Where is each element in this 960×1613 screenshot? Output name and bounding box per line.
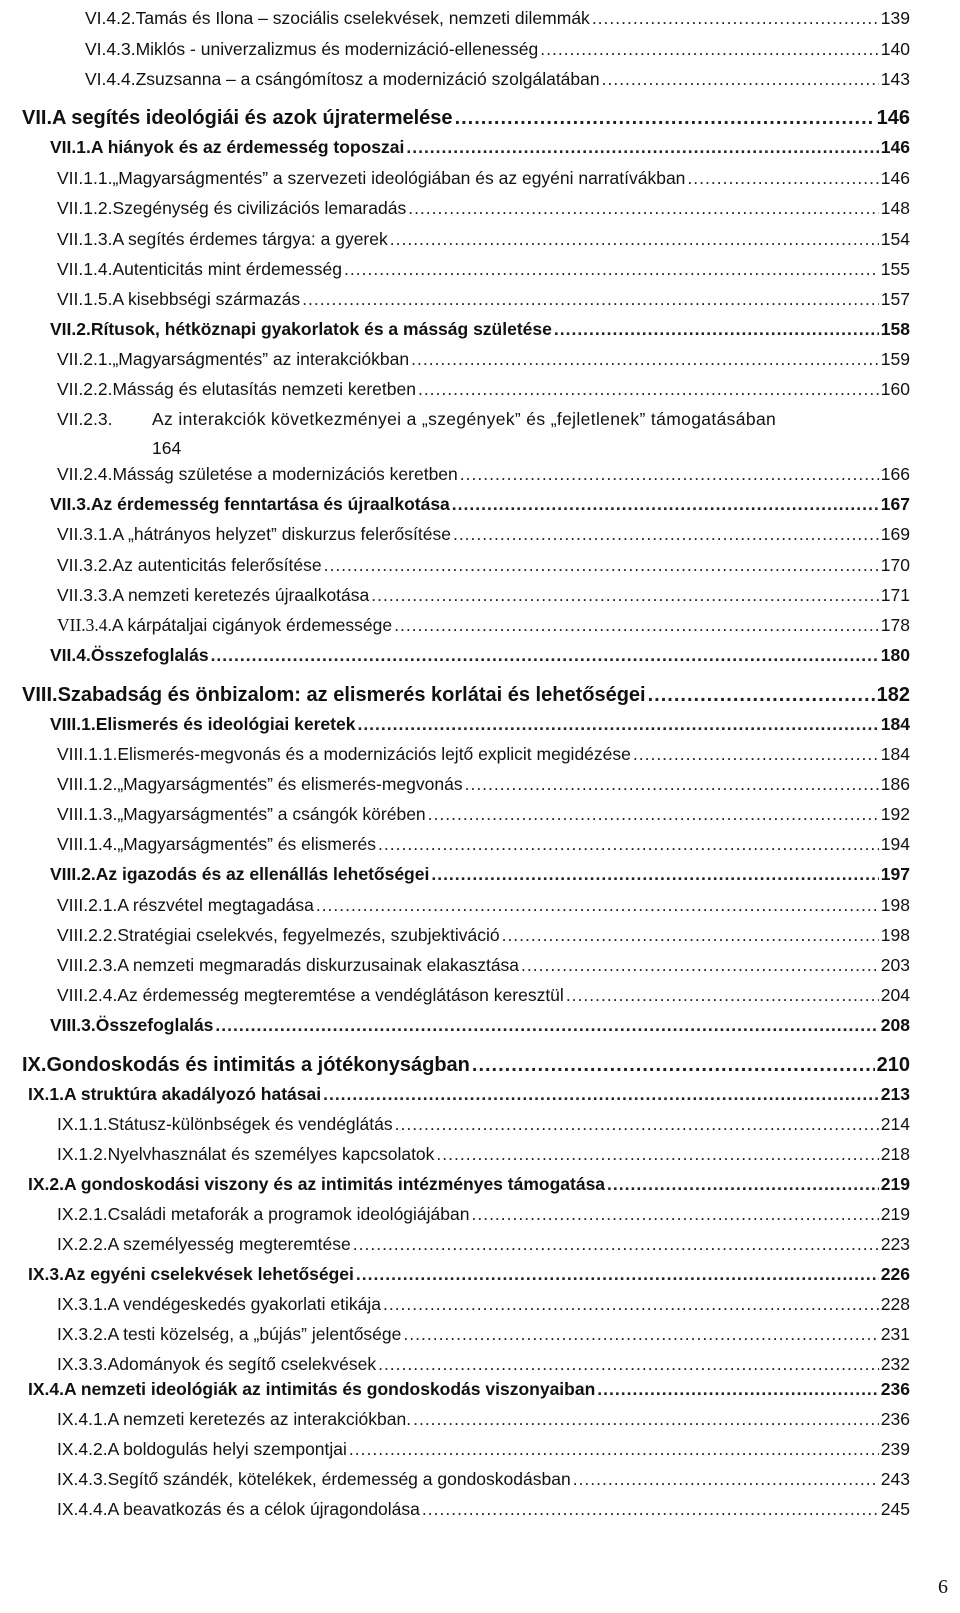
toc-entry[interactable] xyxy=(28,1379,910,1400)
toc-entry-number: VIII.1.4. xyxy=(57,834,118,854)
toc-entry-page: 194 xyxy=(880,834,910,854)
toc-entry[interactable] xyxy=(57,834,910,855)
toc-entry-number: VII.2. xyxy=(50,319,91,339)
toc-entry-page: 218 xyxy=(880,1144,910,1164)
toc-entry[interactable] xyxy=(22,107,910,130)
toc-entry[interactable] xyxy=(57,1144,910,1165)
toc-entry-title: A struktúra akadályozó hatásai xyxy=(64,1084,322,1104)
toc-entry-title: Szegénység és civilizációs lemaradás xyxy=(112,198,407,218)
toc-entry-title: A részvétel megtagadása xyxy=(117,895,314,915)
toc-entry[interactable] xyxy=(50,645,910,666)
toc-entry-title: Családi metaforák a programok ideológiájában xyxy=(107,1204,470,1224)
toc-entry-title: A gondoskodási viszony és az intimitás intézményes támogatása xyxy=(64,1174,606,1194)
toc-entry-page: 180 xyxy=(880,645,910,665)
dot-leader xyxy=(413,1409,879,1430)
toc-entry-page: 203 xyxy=(880,955,910,975)
toc-entry-title: „Magyarságmentés” a csángók körében xyxy=(117,804,426,824)
toc-entry-number: VII.3.4. xyxy=(57,615,112,635)
toc-entry-title: Összefoglalás xyxy=(90,645,209,665)
toc-entry-number: VIII. xyxy=(22,684,58,706)
toc-entry-number: VII.2.1. xyxy=(57,349,113,369)
toc-entry-number: IX.4. xyxy=(28,1379,64,1399)
toc-entry-title: „Magyarságmentés” az interakciókban xyxy=(112,349,410,369)
toc-entry-page: 204 xyxy=(880,985,910,1005)
toc-entry-page: 186 xyxy=(880,774,910,794)
toc-entry-number: VII.3.2. xyxy=(57,555,113,575)
toc-entry-number: VII.2.3. xyxy=(57,409,113,429)
toc-entry-page: 157 xyxy=(880,289,910,309)
toc-entry-page: 197 xyxy=(880,864,910,884)
dot-leader xyxy=(215,1015,878,1036)
toc-entry-number: IX.3.3. xyxy=(57,1354,108,1374)
dot-leader xyxy=(211,645,879,666)
toc-entry-number: VII. xyxy=(22,107,53,129)
toc-entry[interactable] xyxy=(85,69,910,90)
toc-entry[interactable] xyxy=(50,494,910,515)
toc-entry[interactable] xyxy=(57,1354,910,1375)
dot-leader xyxy=(371,585,879,606)
dot-leader xyxy=(436,1144,878,1165)
toc-entry[interactable] xyxy=(57,774,910,795)
toc-entry-number: VIII.2. xyxy=(50,864,96,884)
toc-entry-number: VII.4. xyxy=(50,645,91,665)
toc-entry-page: 169 xyxy=(880,524,910,544)
toc-entry-number: VI.4.2. xyxy=(85,8,136,28)
toc-entry[interactable] xyxy=(57,804,910,825)
toc-entry-page: 184 xyxy=(880,744,910,764)
dot-leader xyxy=(502,925,879,946)
dot-leader xyxy=(428,804,879,825)
dot-leader xyxy=(323,1084,879,1105)
toc-entry-page: 166 xyxy=(880,464,910,484)
toc-entry-number: IX.1.2. xyxy=(57,1144,108,1164)
toc-entry-title: A boldogulás helyi szempontjai xyxy=(107,1439,347,1459)
dot-leader xyxy=(316,895,879,916)
dot-leader xyxy=(573,1469,879,1490)
toc-entry[interactable] xyxy=(57,1409,910,1430)
toc-entry-page: 198 xyxy=(880,895,910,915)
toc-entry[interactable] xyxy=(57,1234,910,1255)
toc-entry-title: A nemzeti ideológiák az intimitás és gondoskodás viszonyaiban xyxy=(64,1379,596,1399)
toc-entry[interactable] xyxy=(50,714,910,735)
toc-entry[interactable] xyxy=(57,1204,910,1225)
toc-entry-title: A nemzeti megmaradás diskurzusainak elakasztása xyxy=(117,955,520,975)
toc-entry-page: 226 xyxy=(880,1264,910,1284)
toc-entry-title: A testi közelség, a „bújás” jelentősége xyxy=(107,1324,402,1344)
toc-entry-number: VII.2.2. xyxy=(57,379,113,399)
toc-entry-title: A kisebbségi származás xyxy=(112,289,301,309)
dot-leader xyxy=(349,1439,879,1460)
toc-entry-page: 210 xyxy=(876,1054,910,1076)
toc-entry[interactable] xyxy=(57,1439,910,1460)
toc-entry-number: VII.1.4. xyxy=(57,259,113,279)
dot-leader xyxy=(453,524,879,545)
dot-leader xyxy=(431,864,878,885)
toc-entry[interactable] xyxy=(57,349,910,370)
toc-entry-page: 232 xyxy=(880,1354,910,1374)
toc-entry-title: Az interakciók következményei a „szegények” és „fejletlenek” támogatásában xyxy=(152,409,777,429)
dot-leader xyxy=(418,379,879,400)
dot-leader xyxy=(648,684,875,707)
dot-leader xyxy=(566,985,879,1006)
toc-entry-number: IX.3. xyxy=(28,1264,64,1284)
toc-entry-number: VIII.1. xyxy=(50,714,96,734)
dot-leader xyxy=(378,834,879,855)
toc-entry[interactable] xyxy=(57,409,910,459)
dot-leader xyxy=(452,494,879,515)
dot-leader xyxy=(394,615,879,636)
toc-entry-title: „Magyarságmentés” és elismerés-megvonás xyxy=(117,774,463,794)
toc-entry[interactable] xyxy=(22,684,910,707)
dot-leader xyxy=(353,1234,879,1255)
toc-entry-page: 236 xyxy=(880,1409,910,1429)
toc-entry-page: 214 xyxy=(880,1114,910,1134)
toc-entry[interactable] xyxy=(57,1294,910,1315)
toc-entry-title: Az érdemesség fenntartása és újraalkotása xyxy=(90,494,450,514)
dot-leader xyxy=(390,229,879,250)
toc-entry-page: 146 xyxy=(880,168,910,188)
dot-leader xyxy=(344,259,879,280)
toc-entry-title: A nemzeti keretezés újraalkotása xyxy=(112,585,370,605)
toc-entry-page: 178 xyxy=(880,615,910,635)
dot-leader xyxy=(521,955,879,976)
toc-entry-title: Az igazodás és az ellenállás lehetőségei xyxy=(95,864,430,884)
toc-entry-title: „Magyarságmentés” és elismerés xyxy=(117,834,377,854)
toc-entry[interactable] xyxy=(57,259,910,280)
toc-entry-title: „Magyarságmentés” a szervezeti ideológiában és az egyéni narratívákban xyxy=(112,168,686,188)
dot-leader xyxy=(607,1174,879,1195)
toc-entry-page: 171 xyxy=(880,585,910,605)
toc-entry[interactable] xyxy=(57,555,910,576)
toc-entry-number: VI.4.3. xyxy=(85,39,136,59)
dot-leader xyxy=(395,1114,879,1135)
toc-entry-page: 154 xyxy=(880,229,910,249)
toc-entry-page: 198 xyxy=(880,925,910,945)
toc-entry-title: Elismerés-megvonás és a modernizációs lejtő explicit megidézése xyxy=(117,744,631,764)
toc-entry-number: IX.4.2. xyxy=(57,1439,108,1459)
toc-entry-number: VIII.1.1. xyxy=(57,744,118,764)
toc-entry[interactable] xyxy=(57,895,910,916)
toc-entry[interactable] xyxy=(57,615,910,636)
toc-entry-number: IX.1. xyxy=(28,1084,64,1104)
toc-entry-page: 148 xyxy=(880,198,910,218)
dot-leader xyxy=(460,464,879,485)
dot-leader xyxy=(633,744,879,765)
toc-entry[interactable] xyxy=(57,925,910,946)
toc-entry-number: VII.1.3. xyxy=(57,229,113,249)
dot-leader xyxy=(422,1499,879,1520)
toc-entry-title: Szabadság és önbizalom: az elismerés korlátai és lehetőségei xyxy=(57,684,646,706)
dot-leader xyxy=(471,1204,878,1225)
toc-entry-number: VIII.2.1. xyxy=(57,895,118,915)
toc-entry-page: 223 xyxy=(880,1234,910,1254)
toc-entry-page: 213 xyxy=(880,1084,910,1104)
toc-entry-title: Másság és elutasítás nemzeti keretben xyxy=(112,379,416,399)
toc-entry-number: IX.4.4. xyxy=(57,1499,108,1519)
toc-entry[interactable] xyxy=(50,319,910,340)
dot-leader xyxy=(597,1379,879,1400)
toc-entry[interactable] xyxy=(57,985,910,1006)
toc-entry-page: 146 xyxy=(876,107,910,129)
toc-entry-number: VIII.3. xyxy=(50,1015,96,1035)
toc-entry-title: Autenticitás mint érdemesség xyxy=(112,259,343,279)
toc-entry-page: 160 xyxy=(880,379,910,399)
toc-entry-number: VIII.1.2. xyxy=(57,774,118,794)
dot-leader xyxy=(383,1294,879,1315)
toc-entry[interactable] xyxy=(57,168,910,189)
toc-entry-number: IX.4.3. xyxy=(57,1469,108,1489)
dot-leader xyxy=(540,39,879,60)
toc-entry-number: IX.1.1. xyxy=(57,1114,108,1134)
toc-entry-title: A kárpátaljai cigányok érdemessége xyxy=(111,615,393,635)
toc-entry-title: Stratégiai cselekvés, fegyelmezés, szubjektiváció xyxy=(117,925,500,945)
toc-entry[interactable] xyxy=(57,1324,910,1345)
toc-entry-title: Összefoglalás xyxy=(95,1015,214,1035)
dot-leader xyxy=(406,137,878,158)
dot-leader xyxy=(324,555,879,576)
toc-entry[interactable] xyxy=(57,379,910,400)
toc-entry-page: 219 xyxy=(880,1174,910,1194)
toc-entry-number: VI.4.4. xyxy=(85,69,136,89)
toc-entry[interactable] xyxy=(50,1015,910,1036)
toc-entry-number: IX.2.1. xyxy=(57,1204,108,1224)
toc-entry-page: 184 xyxy=(880,714,910,734)
toc-entry-page: 219 xyxy=(880,1204,910,1224)
toc-entry-page: 158 xyxy=(880,319,910,339)
toc-entry-number: IX.3.2. xyxy=(57,1324,108,1344)
toc-entry[interactable] xyxy=(22,1054,910,1077)
toc-entry-number: VII.1.1. xyxy=(57,168,113,188)
toc-entry-title: A hiányok és az érdemesség toposzai xyxy=(90,137,405,157)
dot-leader xyxy=(602,69,879,90)
toc-entry[interactable] xyxy=(57,744,910,765)
dot-leader xyxy=(465,774,879,795)
toc-entry-title: Az egyéni cselekvések lehetőségei xyxy=(64,1264,354,1284)
toc-entry-number: IX.2. xyxy=(28,1174,64,1194)
toc-entry-title: Az érdemesség megteremtése a vendéglátáson keresztül xyxy=(117,985,564,1005)
toc-entry-number: VIII.2.3. xyxy=(57,955,118,975)
toc-entry-number: IX.4.1. xyxy=(57,1409,108,1429)
toc-entry-title: Másság születése a modernizációs keretben xyxy=(112,464,458,484)
toc-entry-page: 164 xyxy=(152,438,182,458)
toc-entry-page: 228 xyxy=(880,1294,910,1314)
toc-entry[interactable] xyxy=(57,1114,910,1135)
toc-entry[interactable] xyxy=(57,464,910,485)
toc-entry-page: 155 xyxy=(880,259,910,279)
toc-entry-title: Gondoskodás és intimitás a jótékonyságban xyxy=(46,1054,470,1076)
toc-entry-number: VII.2.4. xyxy=(57,464,113,484)
toc-entry-number: VII.3.1. xyxy=(57,524,113,544)
toc-entry-page: 208 xyxy=(880,1015,910,1035)
toc-entry-number: VIII.2.4. xyxy=(57,985,118,1005)
toc-entry-page: 192 xyxy=(880,804,910,824)
toc-entry-page: 139 xyxy=(880,8,910,28)
toc-entry-title: A személyesség megteremtése xyxy=(107,1234,351,1254)
toc-entry-title: Tamás és Ilona – szociális cselekvések, nemzeti dilemmák xyxy=(135,8,590,28)
toc-entry-title: Miklós - univerzalizmus és modernizáció-ellenesség xyxy=(135,39,539,59)
toc-entry-title: Segítő szándék, kötelékek, érdemesség a gondoskodásban xyxy=(107,1469,571,1489)
toc-entry-title: A beavatkozás és a célok újragondolása xyxy=(107,1499,420,1519)
toc-entry[interactable] xyxy=(57,524,910,545)
dot-leader xyxy=(472,1054,875,1077)
toc-entry-page: 143 xyxy=(880,69,910,89)
toc-entry-title: Az autenticitás felerősítése xyxy=(112,555,322,575)
toc-entry-page: 167 xyxy=(880,494,910,514)
toc-entry-page: 159 xyxy=(880,349,910,369)
dot-leader xyxy=(403,1324,878,1345)
toc-entry[interactable] xyxy=(50,137,910,158)
toc-entry-page: 146 xyxy=(880,137,910,157)
toc-entry[interactable] xyxy=(57,289,910,310)
toc-entry[interactable] xyxy=(28,1174,910,1195)
toc-entry[interactable] xyxy=(85,39,910,60)
toc-entry[interactable] xyxy=(57,1469,910,1490)
toc-entry-page: 236 xyxy=(880,1379,910,1399)
toc-entry[interactable] xyxy=(85,8,910,29)
toc-entry-number: VII.3. xyxy=(50,494,91,514)
dot-leader xyxy=(356,1264,879,1285)
toc-entry[interactable] xyxy=(28,1264,910,1285)
toc-entry-number: VII.1.5. xyxy=(57,289,113,309)
toc-entry-number: IX.3.1. xyxy=(57,1294,108,1314)
dot-leader xyxy=(455,107,875,130)
toc-entry[interactable] xyxy=(57,955,910,976)
toc-entry-title: Elismerés és ideológiai keretek xyxy=(95,714,356,734)
toc-entry-page: 182 xyxy=(876,684,910,706)
toc-entry-title: Zsuzsanna – a csángómítosz a modernizáció szolgálatában xyxy=(135,69,600,89)
toc-entry[interactable] xyxy=(57,198,910,219)
dot-leader xyxy=(408,198,879,219)
toc-entry-number: VIII.1.3. xyxy=(57,804,118,824)
toc-entry-title: Rítusok, hétköznapi gyakorlatok és a másság születése xyxy=(90,319,552,339)
toc-entry-title: A „hátrányos helyzet” diskurzus felerősítése xyxy=(112,524,451,544)
page-number: 6 xyxy=(938,1576,948,1598)
toc-entry-title: Adományok és segítő cselekvések xyxy=(107,1354,377,1374)
toc-entry-title: A segítés ideológiái és azok újratermelése xyxy=(52,107,453,129)
toc-entry[interactable] xyxy=(28,1084,910,1105)
toc-entry-number: VII.1. xyxy=(50,137,91,157)
toc-entry-page: 245 xyxy=(880,1499,910,1519)
toc-entry-page: 231 xyxy=(880,1324,910,1344)
dot-leader xyxy=(302,289,879,310)
toc-entry-page: 140 xyxy=(880,39,910,59)
toc-entry[interactable] xyxy=(57,585,910,606)
toc-entry-number: IX.2.2. xyxy=(57,1234,108,1254)
dot-leader xyxy=(378,1354,879,1375)
toc-entry-number: VII.3.3. xyxy=(57,585,113,605)
toc-entry-number: IX. xyxy=(22,1054,47,1076)
toc-entry-title: A vendégeskedés gyakorlati etikája xyxy=(107,1294,381,1314)
dot-leader xyxy=(357,714,878,735)
toc-entry-number: VIII.2.2. xyxy=(57,925,118,945)
dot-leader xyxy=(592,8,879,29)
dot-leader xyxy=(554,319,879,340)
toc-entry-title: A nemzeti keretezés az interakciókban. xyxy=(107,1409,412,1429)
toc-entry[interactable] xyxy=(57,229,910,250)
toc-entry-number: VII.1.2. xyxy=(57,198,113,218)
dot-leader xyxy=(687,168,878,189)
toc-entry-page: 170 xyxy=(880,555,910,575)
toc-entry-page: 239 xyxy=(880,1439,910,1459)
dot-leader xyxy=(411,349,879,370)
toc-entry-title: A segítés érdemes tárgya: a gyerek xyxy=(112,229,388,249)
toc-entry[interactable] xyxy=(50,864,910,885)
toc-entry-page: 243 xyxy=(880,1469,910,1489)
toc-entry[interactable] xyxy=(57,1499,910,1520)
toc-entry-title: Státusz-különbségek és vendéglátás xyxy=(107,1114,393,1134)
toc-entry-title: Nyelvhasználat és személyes kapcsolatok xyxy=(107,1144,435,1164)
